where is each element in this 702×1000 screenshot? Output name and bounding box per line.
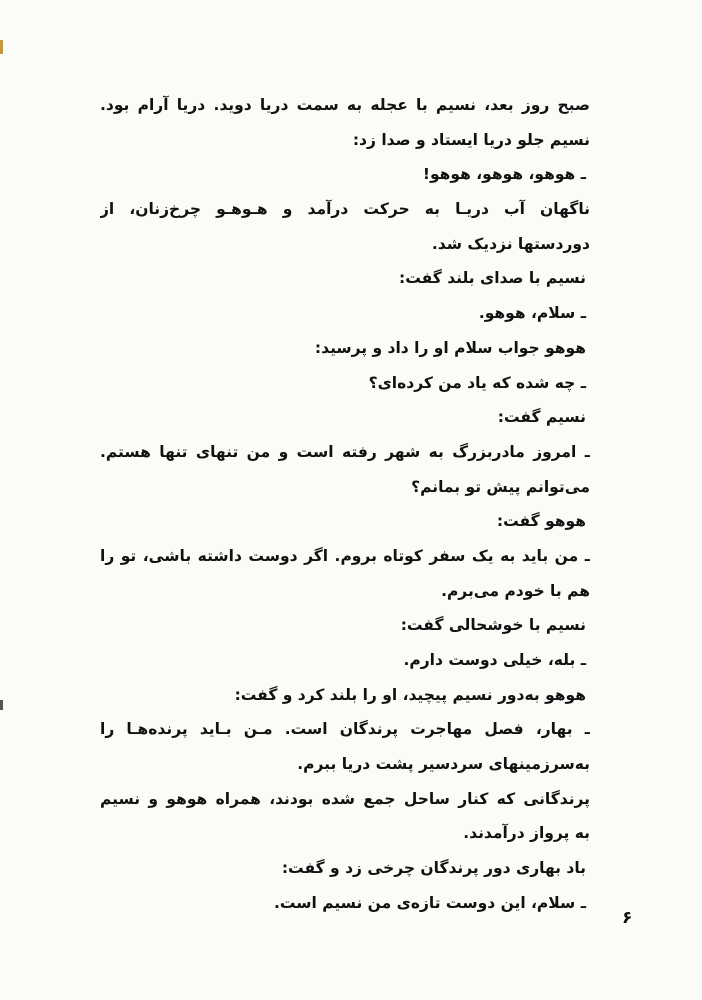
text-line: نسیم جلو دریا ایستاد و صدا زد: <box>352 130 590 149</box>
text-line: ـ بهار، فصل مهاجرت پرندگان است. مـن بـاید پرنده‌هـا را <box>100 720 590 739</box>
text-line: ـ چه شده که یاد من کرده‌ای؟ <box>368 373 586 392</box>
text-line: نسیم گفت: <box>497 408 586 427</box>
text-line: ـ سلام، این دوست تازه‌ی من نسیم است. <box>273 893 586 912</box>
text-line: به پرواز درآمدند. <box>463 824 590 843</box>
text-line: هوهو گفت: <box>496 512 586 531</box>
text-line: ـ بله، خیلی دوست دارم. <box>403 651 586 669</box>
page-number: ۶ <box>622 908 633 928</box>
text-line: دوردستها نزدیک شد. <box>431 234 590 253</box>
text-line: هوهو به‌دور نسیم پیچید، او را بلند کرد و گفت: <box>234 685 586 704</box>
text-line: ـ امروز مادربزرگ به شهر رفته است و من تنهای تنها هستم. <box>100 442 590 461</box>
edge-mark <box>0 40 3 54</box>
text-line: به‌سرزمینهای سردسیر پشت دریا ببرم. <box>297 755 590 774</box>
text-line: هوهو جواب سلام او را داد و پرسید: <box>314 338 586 357</box>
text-line: نسیم با خوشحالی گفت: <box>400 616 586 635</box>
story-text <box>100 88 590 921</box>
text-line: هم با خودم می‌برم. <box>441 581 590 600</box>
text-line: ـ هوهو، هوهو، هوهو! <box>422 165 586 184</box>
text-line: می‌توانم پیش تو بمانم؟ <box>411 477 590 496</box>
text-line: باد بهاری دور پرندگان چرخی زد و گفت: <box>281 859 586 878</box>
text-line: ناگهان آب دریـا به حرکت درآمد و هـوهـو چرخ‌زنان، از <box>100 200 590 219</box>
edge-mark <box>0 700 3 710</box>
text-line: نسیم با صدای بلند گفت: <box>399 269 586 288</box>
text-line: ـ من باید به یک سفر کوتاه بروم. اگر دوست داشته باشی، تو را <box>100 546 590 565</box>
text-line: ـ سلام، هوهو. <box>478 304 586 323</box>
text-line: پرندگانی که کنار ساحل جمع شده بودند، همراه هوهو و نسیم <box>100 789 590 808</box>
text-line: صبح روز بعد، نسیم با عجله به سمت دریا دوید. دریا آرام بود. <box>100 96 590 114</box>
